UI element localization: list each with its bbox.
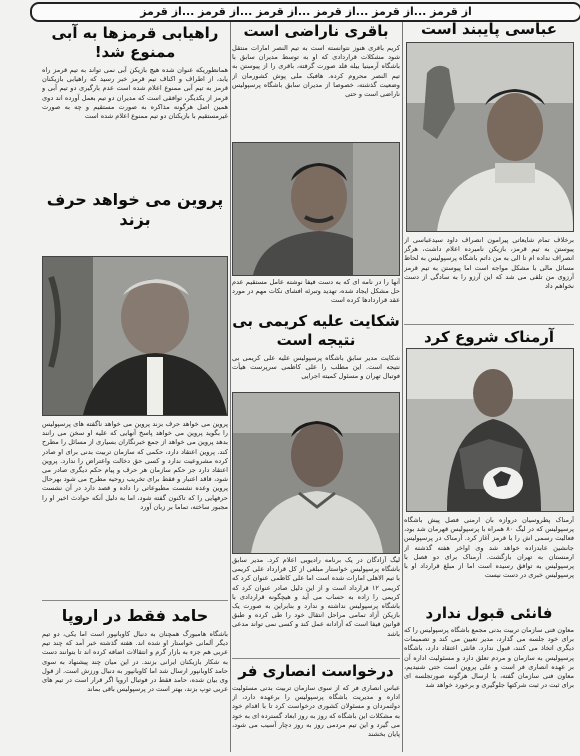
headline-karimi: شکایت علیه کریمی بی نتیجه است [232,312,400,349]
headline-abbasi: عباسی پایبند است [421,20,557,38]
body-ghermezha: همانطوریکه عنوان شده هیچ بازیکن آبی نمی تواند به تیم قرمز راه یابد، از اطراف و اکناف تیم قرمز خبر رسید که راهیابی بازیکنان قرمز به تیم آبی ممنوع اعلام شده است عدم بارگیری دو تیم آبی و قرمز از یکدیگر، توافقی است که مدیران دو تیم بعمل آورده اند دوی همین اصل هرگونه مذاکره به صورت مستقیم و چه به صورت غیرمستقیم با بازیکنان دو تیم ممنوع اعلام شده است [42,66,228,121]
headline-parvin: پروین می خواهد حرف بزند [46,190,224,229]
body-bagheri: کریم باقری هنوز نتوانسته است به تیم النصر امارات منتقل شود مشکلات قراردادی که او به توسط مدیران سابق با باشگاه آرمینیا بیله فلد صورت گرفته، باقری را از پیوستن به تیم النصر محروم کرده. هافبک ملی پوش کشورمان از وضعیت گذشته، خصوصا از مدیران سابق باشگاه پرسپولیس ناراضی است و حتی [232,44,400,99]
photo-bagheri [232,142,400,276]
body-armanak: آرمناک پطروسیان دروازه بان ارمنی فصل پیش باشگاه پرسپولیس که در لیگ ۸۰ همراه با پرسپولیس قهرمان شد بود، فعالیت رسمی اش را با قرمز آغاز کرد. آرمناک در پرسپولیس جانشین عابدزاده خواهد شد وی اواخر هفته گذشته از ارمنستان به تهران بازگشت. آرمناک برای دو فصل با پرسپولیس به توافق رسیده است اما از مبلغ قرارداد او با پرسپولیس خبری در دست نیست [404,516,574,580]
left-column [42,20,228,754]
divider [42,600,228,601]
photo-abbasi [406,42,574,232]
body-hamed: باشگاه هامبورگ همچنان به دنبال کاوبانپور است اما یکی، دو تیم دیگر آلمانی خواستار او شده اند. هفته گذشته خبر آمد که چند تیم عربی هم جزء به بازار گرم و انتقالات اضافه کرده اند تا بتوانند دست به شکار بازیکنان ایرانی بزنند. در این میان چند پیشنهاد به سوی حامد کاوبانپور ارسال شد اما کاوبانپور به دنبال ورزش است. از قول وی بیان شده، حامد فقط در فوتبال اروپا اگر قرار است در تیم های عربی توپ بزند، بهتر است در پرسپولیس باقی بماند [42,630,228,694]
body-karimi: شکایت مدیر سابق باشگاه پرسپولیس علیه علی کریمی بی نتیجه است. این مطلب را علی کاظمی سرپرست هیأت فوتبال تهران و مسئول کمیته اجرایی [232,354,400,381]
body-ansari: عباس انصاری فر که از سوی سازمان تربیت بدنی مسئولیت اداره و مدیریت باشگاه پرسپولیس را برعهده دارد، از دولتمردان و مسئولان کشوری درخواست کرد تا با اقدام خود به مشکلات این باشگاه که روز به روز ابعاد گسترده ای به خود می گیرد و این تیم مردمی روز به روز دچار آسیب می شود، پایان بخشند [232,684,400,739]
column-divider [402,22,403,752]
headline-fanaei: فانئی قبول ندارد [425,604,553,622]
body-parvin: پروین می خواهد حرف بزند پروین می خواهد ناگفته های پرسپولیس را بگوید پروین می خواهد پاسخ آنهایی که علیه او سخن می رانند بدهد پروین می خواهد از جمع خبرنگاران بسیاری از مسائل را مطرح کند. پروین اعتقاد دارد، حکمی که سازمان تربیت بدنی برای او صادر کرده مشروعیت ندارد و کسی حق دخالت واعتراض را ندارد. پروین اعتقاد دارد جز حکم سازمان هر حرف و پیام حکم دیگری صادر می شود، فاقد اعتبار و فقط برای تخریب روحیه مطرح می شود بهرحال پروین وعده نشست مطبوعاتی را داده و قصد دارد در آن نشست حرفهایی را که تاکنون گفته شود، اما به دلیل آنکه حوادث اخیر او را مجبور ساخته، تماما بر زبان آورد [42,420,228,511]
headline-ansari: درخواست انصاری فر [238,662,394,680]
body-fanaei: معاون فنی سازمان تربیت بدنی مجمع باشگاه پرسپولیس را که برای خود جلسه می گذارد، مدیر تعیین می کند و تصمیمات دیگری اتخاذ می کنند، قبول ندارد. فانئی اعتقاد دارد، باشگاه پرسپولیس به سازمان و مردم تعلق دارد و مسئولیت اداره آن بر عهده انصاری فر است و علی پروین است حتی شنیدیم، معاون فنی سازمان گفته، با ارسال هرگونه صورتجلسه ای برای ثبت در ثبت شرکتها جلوگیری و برخورد خواهد شد [404,626,574,690]
divider [404,324,574,325]
middle-column [232,20,400,754]
photo-parvin [42,256,228,416]
body-abbasi: برخلاف تمام شایعاتی پیرامون انصراف داود سیدعباسی از پیوستن به تیم قرمز، بازیکن نامبرده اعلام داشت، هرگز انصراف نداده ام تا الی به من داتم باشگاه پرسپولیس به لحاظ مسائل مالی با مشکل مواجه است اما پیوستن به تیم قرمز آرزوی من تلقی می شد که این آرزو را به سادگی از دست نخواهم داد [404,236,574,291]
body-bagheri-continued: آنها را در نامه ای که به دست فیفا نوشته عامل مستقیم عدم حل مشکل ایجاد شده، تهدید وتبرئه افشای نکات مهم در مورد عقد قراردادها کرده است [232,278,400,305]
headline-bagheri: باقری ناراضی است [243,22,389,40]
headline-armanak: آرمناک شروع کرد [423,328,555,346]
photo-karimi [232,392,400,554]
body-karimi-continued: لیگ آزادگان در یک برنامه رادیویی اعلام کرد. مدیر سابق باشگاه پرسپولیس خواستار مبلغی از کل قرارداد علی کریمی با تیم الاهلی امارات شده است اما علی کاظمی عنوان کرد که کریمی ۱۲ قرارداد است و از این دلیل صادر عنوان کرد که کریمی را زاده به حساب می آید و هیچگونه قراردادی با باشگاه پرسپولیس نداشته و ندارد و بنابراین به صورت یک بازیکن آزاد تمامی مراحل انتقال خود را طی کرده و طبق قوانین فیفا است که آزادانه عمل کند و کسی نمی تواند مدعی باشد [232,556,400,638]
headline-ghermezha: راهیابی قرمزها به آبی ممنوع شد! [51,24,219,61]
column-divider [230,22,231,752]
headline-hamed: حامد فقط در اروپا [61,606,209,625]
photo-armanak [406,348,574,512]
divider [232,658,400,659]
section-banner: از قرمز ...از قرمز ...از قرمز ...از قرمز ...از قرمز ...از قرمز [30,2,580,22]
right-column [404,20,574,754]
